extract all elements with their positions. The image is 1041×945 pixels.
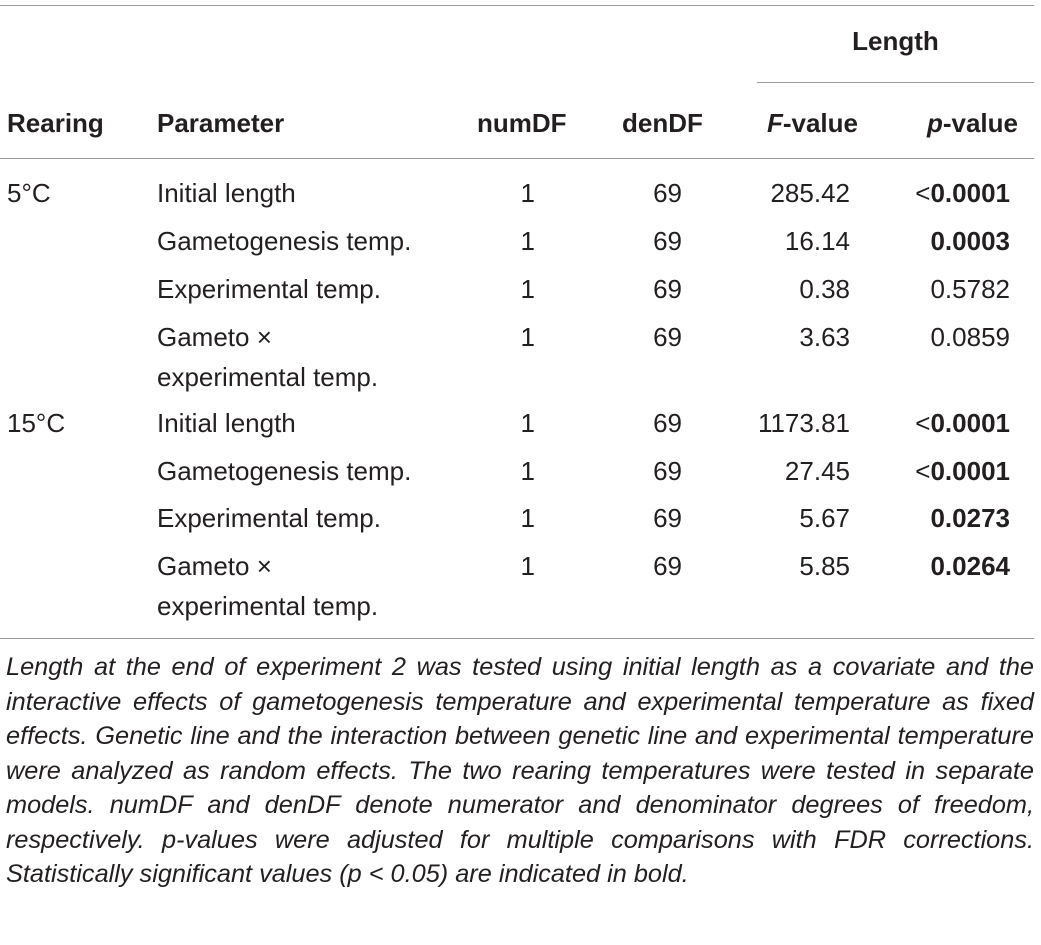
column-header-dendf: denDF	[622, 108, 703, 138]
cell-f-value: 5.85	[799, 551, 850, 581]
cell-f-value: 5.67	[799, 503, 850, 533]
cell-p-value	[860, 226, 1010, 256]
column-header-parameter: Parameter	[157, 108, 285, 138]
table-caption: Length at the end of experiment 2 was tested using initial length as a covariate and the interactive effects of gametogenesis temperature and experimental temperature as fixed effects. Genetic line and the interaction between genetic line and experimental temperature were analyzed as random effects. The two rearing temperatures were tested in separate models. numDF and denDF denote numerator and denominator degrees of freedom, respectively. p-values were adjusted for multiple comparisons with FDR corrections. Statistically significant values (p < 0.05) are indicated in bold.	[6, 653, 1034, 888]
p-value-number: 0.0001	[930, 408, 1010, 438]
f-italic: F	[766, 108, 783, 138]
cell-numdf: 1	[520, 551, 535, 581]
cell-parameter: Initial length	[157, 408, 296, 438]
cell-parameter: Gameto ×	[157, 551, 272, 581]
cell-numdf: 1	[520, 274, 535, 304]
column-header-numdf: numDF	[477, 108, 567, 138]
cell-parameter: Gametogenesis temp.	[157, 226, 412, 256]
group-header-length: Length	[852, 26, 939, 56]
p-value-number: 0.0003	[930, 226, 1010, 256]
cell-p-value	[860, 551, 1010, 581]
p-value-number: 0.5782	[930, 274, 1010, 304]
cell-parameter: Experimental temp.	[157, 274, 381, 304]
cell-p-value	[860, 178, 1010, 208]
cell-f-value: 3.63	[799, 322, 850, 352]
cell-numdf: 1	[520, 503, 535, 533]
cell-f-value: 27.45	[784, 456, 850, 486]
cell-parameter: Initial length	[157, 178, 296, 208]
cell-numdf: 1	[520, 322, 535, 352]
cell-numdf: 1	[520, 178, 535, 208]
cell-p-value	[860, 408, 1010, 438]
p-value-prefix: <	[915, 178, 931, 208]
cell-p-value	[860, 322, 1010, 352]
cell-dendf: 69	[653, 408, 682, 438]
column-header-p-value	[860, 108, 1018, 138]
column-header-rearing: Rearing	[7, 108, 104, 138]
cell-parameter: Gameto ×	[157, 322, 272, 352]
cell-numdf: 1	[520, 456, 535, 486]
cell-parameter-line2: experimental temp.	[157, 362, 379, 392]
p-italic: p	[926, 108, 943, 138]
p-rest: -value	[942, 108, 1018, 138]
p-value-number: 0.0001	[930, 456, 1010, 486]
cell-f-value: 16.14	[784, 226, 850, 256]
cell-dendf: 69	[653, 456, 682, 486]
table-bottom-rule	[0, 638, 1034, 639]
cell-p-value	[860, 274, 1010, 304]
p-value-number: 0.0859	[930, 322, 1010, 352]
cell-dendf: 69	[653, 551, 682, 581]
f-rest: -value	[782, 108, 858, 138]
table-top-rule	[0, 5, 1034, 6]
header-rule	[0, 158, 1034, 159]
cell-dendf: 69	[653, 274, 682, 304]
cell-dendf: 69	[653, 503, 682, 533]
cell-rearing: 15°C	[7, 408, 66, 438]
group-header-rule	[757, 82, 1034, 83]
p-value-number: 0.0273	[930, 503, 1010, 533]
cell-f-value: 285.42	[770, 178, 850, 208]
cell-p-value	[860, 456, 1010, 486]
cell-numdf: 1	[520, 408, 535, 438]
cell-parameter: Experimental temp.	[157, 503, 381, 533]
cell-dendf: 69	[653, 322, 682, 352]
p-value-prefix: <	[915, 456, 931, 486]
p-value-number: 0.0001	[930, 178, 1010, 208]
cell-parameter: Gametogenesis temp.	[157, 456, 412, 486]
cell-p-value	[860, 503, 1010, 533]
cell-f-value: 1173.81	[757, 408, 850, 438]
cell-rearing: 5°C	[7, 178, 51, 208]
cell-dendf: 69	[653, 226, 682, 256]
cell-dendf: 69	[653, 178, 682, 208]
cell-numdf: 1	[520, 226, 535, 256]
cell-parameter-line2: experimental temp.	[157, 591, 379, 621]
p-value-number: 0.0264	[930, 551, 1010, 581]
column-header-f-value	[700, 108, 858, 138]
cell-f-value: 0.38	[799, 274, 850, 304]
p-value-prefix: <	[915, 408, 931, 438]
